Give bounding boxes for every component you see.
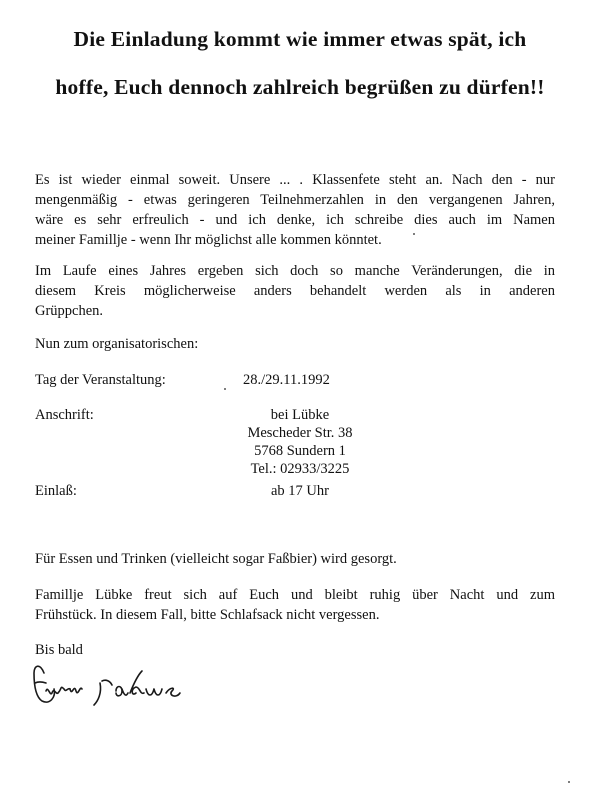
entry-value: ab 17 Uhr <box>271 483 329 499</box>
heading-line-2: hoffe, Euch dennoch zahlreich begrüßen zu dürfen!! <box>55 75 545 99</box>
address-phone: Tel.: 02933/3225 <box>250 461 350 477</box>
changes-line-1: Im Laufe eines Jahres ergeben sich doch so manche Veränderungen, die in <box>35 263 555 279</box>
farewell: Bis bald <box>35 642 83 658</box>
food-note: Für Essen und Trinken (vielleicht sogar Faßbier) wird gesorgt. <box>35 551 397 567</box>
organisational-intro: Nun zum organisatorischen: <box>35 336 199 352</box>
intro-paragraph <box>35 170 555 250</box>
address-line-1: bei Lübke <box>270 407 330 423</box>
date-value: 28./29.11.1992 <box>243 372 330 388</box>
intro-line-1: Es ist wieder einmal soweit. Unsere ... . Klassenfete steht an. Nach den - nur <box>35 172 555 188</box>
intro-line-4: meiner Famillje - wenn Ihr möglichst alle kommen könntet. <box>35 232 382 248</box>
family-line-2: Frühstück. In diesem Fall, bitte Schlafsack nicht vergessen. <box>35 607 380 623</box>
family-line-1: Famillje Lübke freut sich auf Euch und bleibt ruhig über Nacht und zum <box>35 587 555 603</box>
changes-paragraph <box>35 261 555 321</box>
family-paragraph <box>35 585 555 625</box>
intro-line-3: wäre es sehr erfreulich - und ich denke, ich schreibe dies auch im Namen <box>35 212 555 228</box>
address-line-2: Mescheder Str. 38 <box>247 425 353 441</box>
heading-line-1: Die Einladung kommt wie immer etwas spät, ich <box>73 27 527 51</box>
changes-line-3: Grüppchen. <box>35 303 104 319</box>
scan-speck <box>224 388 226 390</box>
date-label: Tag der Veranstaltung: <box>35 372 166 388</box>
scan-speck <box>413 233 415 235</box>
address-label: Anschrift: <box>35 407 94 423</box>
address-line-3: 5768 Sundern 1 <box>254 443 346 459</box>
entry-label: Einlaß: <box>35 483 77 499</box>
handwritten-signature <box>30 653 200 708</box>
changes-line-2: diesem Kreis möglicherweise anders behandelt werden als in anderen <box>35 283 555 299</box>
intro-line-2: mengenmäßig - etwas geringeren Teilnehmerzahlen in den vergangenen Jahren, <box>35 192 555 208</box>
scan-speck <box>568 781 570 783</box>
